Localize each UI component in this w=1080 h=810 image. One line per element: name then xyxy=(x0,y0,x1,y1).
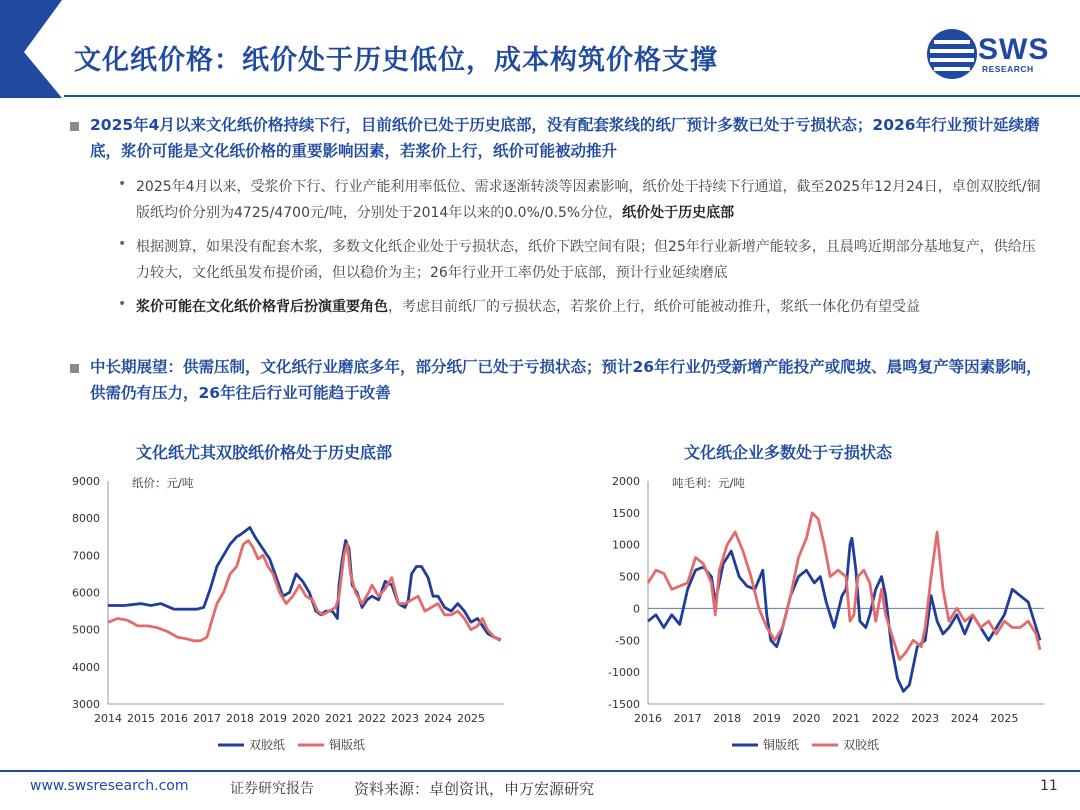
x-tick-label: 2016 xyxy=(634,712,662,725)
y-tick-label: 5000 xyxy=(72,623,100,637)
unit-label: 吨毛利：元/吨 xyxy=(672,476,745,490)
y-tick-label: 2000 xyxy=(612,475,640,488)
x-tick-label: 2016 xyxy=(160,712,188,725)
series-line-2 xyxy=(108,541,501,641)
y-tick-label: 9000 xyxy=(72,475,100,488)
chart-1-title: 文化纸尤其双胶纸价格处于历史底部 xyxy=(136,443,393,462)
y-tick-label: 4000 xyxy=(72,660,100,674)
x-tick-label: 2022 xyxy=(358,712,386,725)
x-tick-label: 2024 xyxy=(950,712,979,725)
x-tick-label: 2021 xyxy=(325,712,353,725)
y-tick-label: 6000 xyxy=(72,586,100,600)
chart-1 xyxy=(0,462,540,782)
y-tick-label: 1500 xyxy=(612,506,640,520)
series-line-1 xyxy=(108,528,501,640)
bullet-dot-icon: • xyxy=(118,176,127,192)
x-tick-label: 2017 xyxy=(193,712,221,725)
x-tick-label: 2014 xyxy=(94,712,122,725)
x-tick-label: 2024 xyxy=(424,712,452,725)
footer-divider xyxy=(0,770,1080,772)
y-tick-label: 1000 xyxy=(612,538,640,552)
sub-bullet-1 xyxy=(136,174,1048,226)
sub-bullet-2: 根据测算，如果没有配套木浆，多数文化纸企业处于亏损状态，纸价下跌空间有限；但25年行业新增产能较多，且晨鸣近期部分基地复产，供给压力较大，文化纸虽发布提价函，但以稳价为主；26年行业开工率仍处于底部，预计行业延续磨底 xyxy=(136,239,1036,281)
footer-page-number: 11 xyxy=(1040,778,1058,794)
footer-source: 资料来源：卓创资讯，申万宏源研究 xyxy=(354,780,595,798)
sub-bullet-3 xyxy=(136,294,1048,320)
legend-label: 铜版纸 xyxy=(329,738,366,752)
x-tick-label: 2019 xyxy=(259,712,287,725)
x-tick-label: 2023 xyxy=(391,712,419,725)
sub-bullet-3-text: ，考虑目前纸厂的亏损状态，若浆价上行，纸价可能被动推升，浆纸一体化仍有望受益 xyxy=(388,299,920,315)
series-line-1 xyxy=(648,538,1040,691)
legend-label: 双胶纸 xyxy=(249,738,286,752)
x-tick-label: 2020 xyxy=(292,712,320,725)
x-tick-label: 2018 xyxy=(713,712,742,725)
x-tick-label: 2017 xyxy=(673,712,702,725)
bullet-dot-icon: • xyxy=(118,296,127,312)
unit-label: 纸价：元/吨 xyxy=(132,476,194,490)
y-tick-label: -1500 xyxy=(608,698,640,711)
x-tick-label: 2019 xyxy=(752,712,781,725)
x-tick-label: 2025 xyxy=(457,712,485,725)
main-bullet-2: 中长期展望：供需压制，文化纸行业磨底多年，部分纸厂已处于亏损状态；预计26年行业仍受新增产能投产或爬坡、晨鸣复产等因素影响，供需仍有压力，26年往后行业可能趋于改善 xyxy=(90,358,1042,402)
chart-2-title: 文化纸企业多数处于亏损状态 xyxy=(684,443,893,462)
sub-bullet-3-emphasis: 浆价可能在文化纸价格背后扮演重要角色 xyxy=(136,299,388,315)
logo-subtext: RESEARCH xyxy=(982,64,1034,74)
page-title: 文化纸价格：纸价处于历史低位，成本构筑价格支撑 xyxy=(74,45,718,76)
x-tick-label: 2020 xyxy=(792,712,821,725)
sub-bullet-1-text: 2025年4月以来，受浆价下行、行业产能利用率低位、需求逐渐转淡等因素影响，纸价处于持续下行通道，截至2025年12月24日，卓创双胶纸/铜版纸均价分别为4725/4700元/吨，分别处于2014年以来的0.0%/0.5%分位， xyxy=(136,179,1041,221)
sub-bullet-1-emphasis: 纸价处于历史底部 xyxy=(622,205,735,221)
x-tick-label: 2025 xyxy=(990,712,1019,725)
bullet-square-icon xyxy=(70,122,79,131)
footer-report-type: 证券研究报告 xyxy=(230,781,314,797)
series-line-2 xyxy=(648,513,1040,660)
x-tick-label: 2023 xyxy=(911,712,940,725)
x-tick-label: 2021 xyxy=(832,712,860,725)
y-tick-label: -500 xyxy=(615,634,640,648)
footer-website[interactable]: www.swsresearch.com xyxy=(30,778,189,794)
y-tick-label: 500 xyxy=(619,570,640,584)
main-bullet-1: 2025年4月以来文化纸价格持续下行，目前纸价已处于历史底部，没有配套浆线的纸厂预计多数已处于亏损状态；2026年行业预计延续磨底，浆价可能是文化纸价格的重要影响因素，若浆价上行，纸价可能被动推升 xyxy=(90,116,1040,160)
chart-2 xyxy=(540,462,1080,782)
y-tick-label: 3000 xyxy=(72,698,100,711)
y-tick-label: 0 xyxy=(633,602,640,616)
x-tick-label: 2015 xyxy=(127,712,155,725)
legend-label: 双胶纸 xyxy=(843,738,880,752)
y-tick-label: -1000 xyxy=(608,666,640,680)
bullet-square-icon xyxy=(70,364,79,373)
x-tick-label: 2018 xyxy=(226,712,254,725)
legend-label: 铜版纸 xyxy=(763,738,800,752)
x-tick-label: 2022 xyxy=(871,712,900,725)
y-tick-label: 8000 xyxy=(72,512,100,526)
y-tick-label: 7000 xyxy=(72,549,100,563)
logo-text: SWS xyxy=(978,33,1050,66)
bullet-dot-icon: • xyxy=(118,236,127,252)
